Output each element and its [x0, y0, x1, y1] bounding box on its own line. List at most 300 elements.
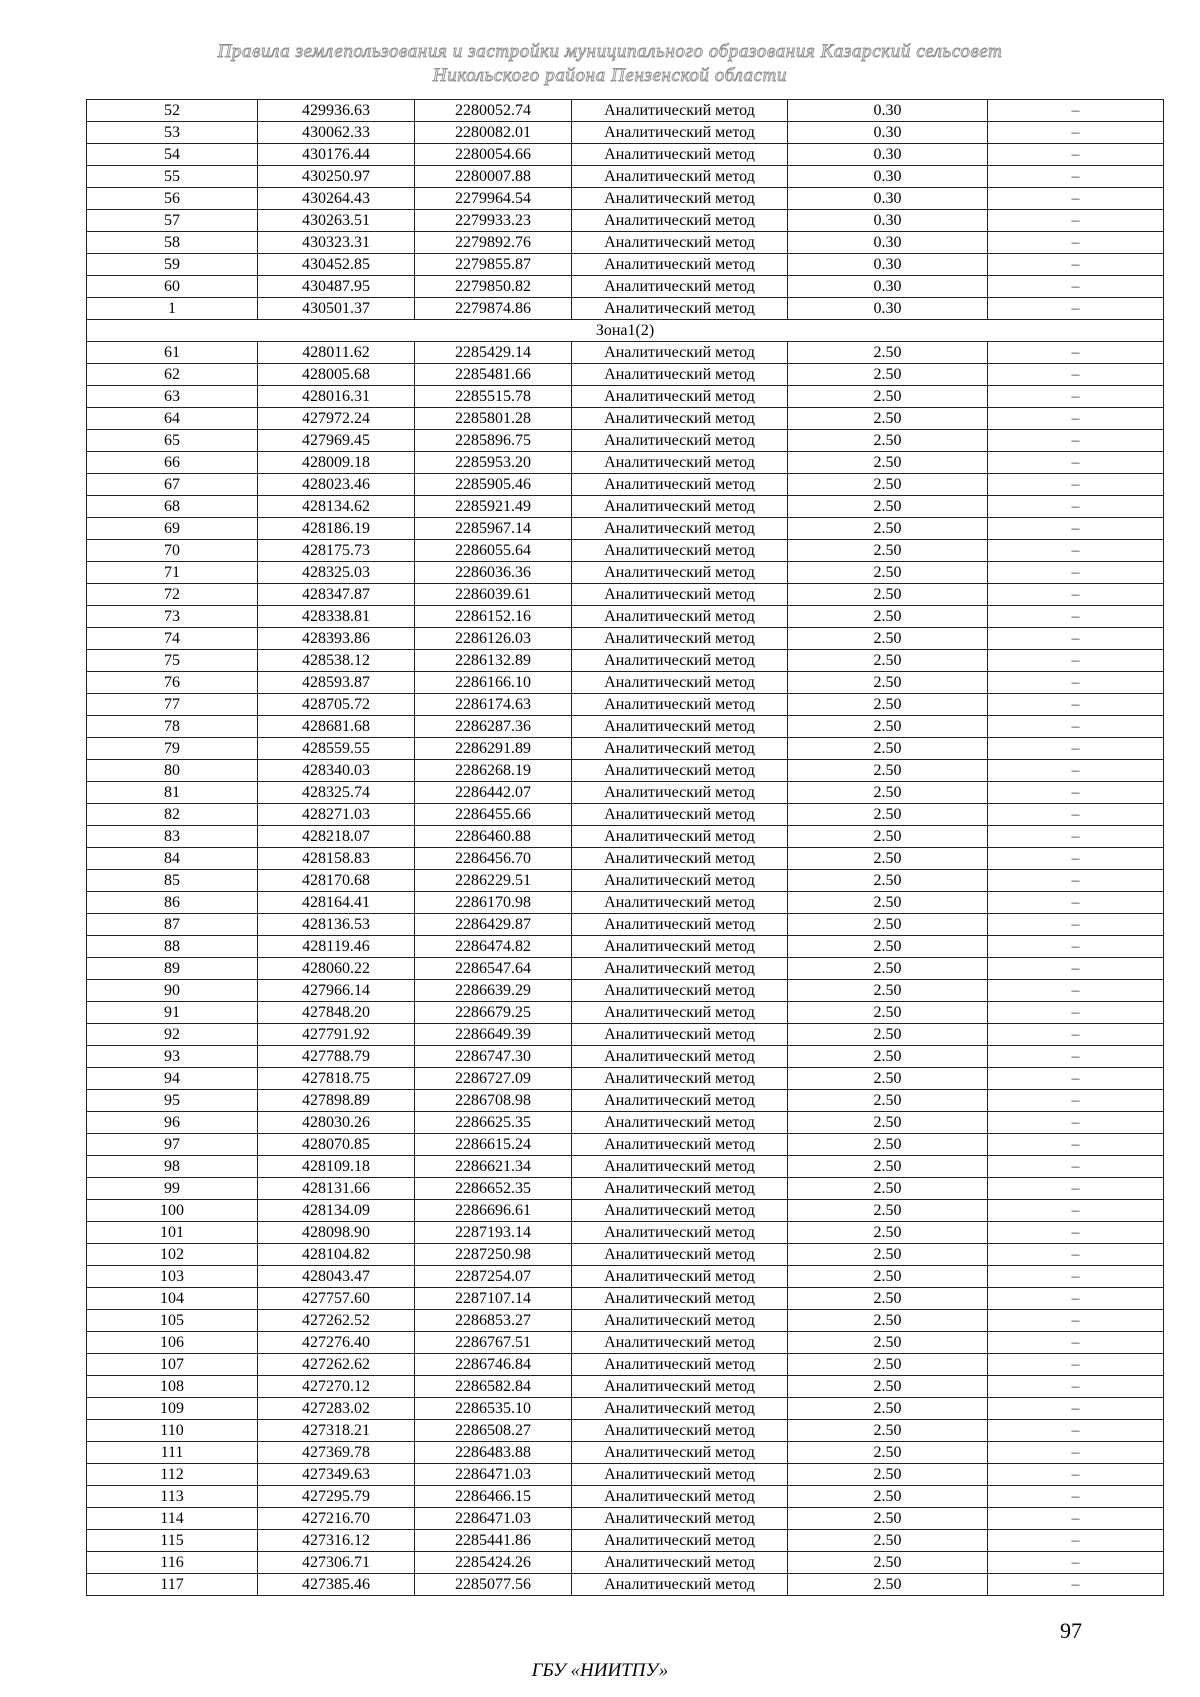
y-coordinate-cell: 2286508.27 — [415, 1420, 572, 1442]
y-coordinate-cell: 2286649.39 — [415, 1024, 572, 1046]
x-coordinate-cell: 428009.18 — [258, 452, 415, 474]
accuracy-cell: 2.50 — [788, 1332, 988, 1354]
note-cell: – — [988, 628, 1164, 650]
table-row — [87, 980, 1164, 1002]
x-coordinate-cell: 428070.85 — [258, 1134, 415, 1156]
point-number-cell: 83 — [87, 826, 258, 848]
y-coordinate-cell: 2286727.09 — [415, 1068, 572, 1090]
method-cell: Аналитический метод — [572, 650, 788, 672]
x-coordinate-cell: 427295.79 — [258, 1486, 415, 1508]
table-row — [87, 518, 1164, 540]
x-coordinate-cell: 427788.79 — [258, 1046, 415, 1068]
y-coordinate-cell: 2286747.30 — [415, 1046, 572, 1068]
header-line-2: Никольского района Пензенской области — [432, 65, 788, 86]
point-number-cell: 60 — [87, 276, 258, 298]
x-coordinate-cell: 428705.72 — [258, 694, 415, 716]
point-number-cell: 76 — [87, 672, 258, 694]
y-coordinate-cell: 2279850.82 — [415, 276, 572, 298]
y-coordinate-cell: 2286456.70 — [415, 848, 572, 870]
y-coordinate-cell: 2279855.87 — [415, 254, 572, 276]
table-row — [87, 1112, 1164, 1134]
note-cell: – — [988, 1552, 1164, 1574]
y-coordinate-cell: 2286625.35 — [415, 1112, 572, 1134]
note-cell: – — [988, 518, 1164, 540]
note-cell: – — [988, 760, 1164, 782]
accuracy-cell: 2.50 — [788, 1398, 988, 1420]
method-cell: Аналитический метод — [572, 958, 788, 980]
accuracy-cell: 0.30 — [788, 100, 988, 122]
point-number-cell: 78 — [87, 716, 258, 738]
table-row — [87, 144, 1164, 166]
y-coordinate-cell: 2280082.01 — [415, 122, 572, 144]
note-cell: – — [988, 804, 1164, 826]
x-coordinate-cell: 427791.92 — [258, 1024, 415, 1046]
point-number-cell: 66 — [87, 452, 258, 474]
accuracy-cell: 2.50 — [788, 914, 988, 936]
table-row — [87, 474, 1164, 496]
table-row — [87, 254, 1164, 276]
point-number-cell: 84 — [87, 848, 258, 870]
section-title-cell: Зона1(2) — [87, 320, 1164, 342]
point-number-cell: 90 — [87, 980, 258, 1002]
accuracy-cell: 2.50 — [788, 848, 988, 870]
note-cell: – — [988, 452, 1164, 474]
table-row — [87, 1288, 1164, 1310]
y-coordinate-cell: 2286460.88 — [415, 826, 572, 848]
x-coordinate-cell: 428325.74 — [258, 782, 415, 804]
point-number-cell: 55 — [87, 166, 258, 188]
y-coordinate-cell: 2279933.23 — [415, 210, 572, 232]
method-cell: Аналитический метод — [572, 1134, 788, 1156]
x-coordinate-cell: 427848.20 — [258, 1002, 415, 1024]
point-number-cell: 89 — [87, 958, 258, 980]
table-row — [87, 562, 1164, 584]
point-number-cell: 98 — [87, 1156, 258, 1178]
accuracy-cell: 2.50 — [788, 804, 988, 826]
x-coordinate-cell: 430176.44 — [258, 144, 415, 166]
accuracy-cell: 2.50 — [788, 540, 988, 562]
x-coordinate-cell: 427349.63 — [258, 1464, 415, 1486]
y-coordinate-cell: 2285953.20 — [415, 452, 572, 474]
note-cell: – — [988, 782, 1164, 804]
x-coordinate-cell: 427316.12 — [258, 1530, 415, 1552]
note-cell: – — [988, 210, 1164, 232]
table-row — [87, 716, 1164, 738]
accuracy-cell: 2.50 — [788, 980, 988, 1002]
table-row — [87, 386, 1164, 408]
x-coordinate-cell: 427318.21 — [258, 1420, 415, 1442]
point-number-cell: 52 — [87, 100, 258, 122]
page-footer: ГБУ «НИИТПУ» — [531, 1660, 669, 1681]
point-number-cell: 113 — [87, 1486, 258, 1508]
note-cell: – — [988, 1244, 1164, 1266]
accuracy-cell: 2.50 — [788, 1112, 988, 1134]
accuracy-cell: 2.50 — [788, 694, 988, 716]
note-cell: – — [988, 1024, 1164, 1046]
accuracy-cell: 2.50 — [788, 1354, 988, 1376]
note-cell: – — [988, 474, 1164, 496]
table-row — [87, 188, 1164, 210]
y-coordinate-cell: 2286055.64 — [415, 540, 572, 562]
point-number-cell: 73 — [87, 606, 258, 628]
note-cell: – — [988, 650, 1164, 672]
x-coordinate-cell: 428060.22 — [258, 958, 415, 980]
table-row — [87, 1200, 1164, 1222]
method-cell: Аналитический метод — [572, 496, 788, 518]
x-coordinate-cell: 428271.03 — [258, 804, 415, 826]
y-coordinate-cell: 2286287.36 — [415, 716, 572, 738]
note-cell: – — [988, 672, 1164, 694]
method-cell: Аналитический метод — [572, 1354, 788, 1376]
method-cell: Аналитический метод — [572, 1552, 788, 1574]
accuracy-cell: 2.50 — [788, 584, 988, 606]
x-coordinate-cell: 427969.45 — [258, 430, 415, 452]
method-cell: Аналитический метод — [572, 1376, 788, 1398]
y-coordinate-cell: 2286679.25 — [415, 1002, 572, 1024]
note-cell: – — [988, 936, 1164, 958]
note-cell: – — [988, 738, 1164, 760]
note-cell: – — [988, 540, 1164, 562]
table-row — [87, 914, 1164, 936]
table-row — [87, 1574, 1164, 1596]
x-coordinate-cell: 429936.63 — [258, 100, 415, 122]
method-cell: Аналитический метод — [572, 1288, 788, 1310]
point-number-cell: 99 — [87, 1178, 258, 1200]
method-cell: Аналитический метод — [572, 1178, 788, 1200]
note-cell: – — [988, 1002, 1164, 1024]
x-coordinate-cell: 428104.82 — [258, 1244, 415, 1266]
table-row — [87, 848, 1164, 870]
note-cell: – — [988, 892, 1164, 914]
point-number-cell: 1 — [87, 298, 258, 320]
y-coordinate-cell: 2287250.98 — [415, 1244, 572, 1266]
method-cell: Аналитический метод — [572, 1266, 788, 1288]
table-row — [87, 672, 1164, 694]
note-cell: – — [988, 826, 1164, 848]
method-cell: Аналитический метод — [572, 254, 788, 276]
accuracy-cell: 2.50 — [788, 870, 988, 892]
note-cell: – — [988, 716, 1164, 738]
point-number-cell: 71 — [87, 562, 258, 584]
accuracy-cell: 2.50 — [788, 364, 988, 386]
y-coordinate-cell: 2285481.66 — [415, 364, 572, 386]
accuracy-cell: 0.30 — [788, 210, 988, 232]
method-cell: Аналитический метод — [572, 782, 788, 804]
table-row — [87, 1376, 1164, 1398]
accuracy-cell: 2.50 — [788, 760, 988, 782]
accuracy-cell: 2.50 — [788, 650, 988, 672]
note-cell: – — [988, 144, 1164, 166]
table-row — [87, 1354, 1164, 1376]
method-cell: Аналитический метод — [572, 694, 788, 716]
x-coordinate-cell: 428134.62 — [258, 496, 415, 518]
accuracy-cell: 2.50 — [788, 716, 988, 738]
x-coordinate-cell: 428175.73 — [258, 540, 415, 562]
note-cell: – — [988, 430, 1164, 452]
y-coordinate-cell: 2285077.56 — [415, 1574, 572, 1596]
method-cell: Аналитический метод — [572, 1420, 788, 1442]
x-coordinate-cell: 427262.62 — [258, 1354, 415, 1376]
y-coordinate-cell: 2287107.14 — [415, 1288, 572, 1310]
y-coordinate-cell: 2286483.88 — [415, 1442, 572, 1464]
y-coordinate-cell: 2286126.03 — [415, 628, 572, 650]
x-coordinate-cell: 428347.87 — [258, 584, 415, 606]
accuracy-cell: 2.50 — [788, 1244, 988, 1266]
accuracy-cell: 2.50 — [788, 1486, 988, 1508]
method-cell: Аналитический метод — [572, 122, 788, 144]
table-row — [87, 804, 1164, 826]
point-number-cell: 107 — [87, 1354, 258, 1376]
note-cell: – — [988, 1156, 1164, 1178]
method-cell: Аналитический метод — [572, 1398, 788, 1420]
method-cell: Аналитический метод — [572, 584, 788, 606]
table-row — [87, 694, 1164, 716]
y-coordinate-cell: 2285424.26 — [415, 1552, 572, 1574]
accuracy-cell: 2.50 — [788, 1178, 988, 1200]
y-coordinate-cell: 2286746.84 — [415, 1354, 572, 1376]
y-coordinate-cell: 2286166.10 — [415, 672, 572, 694]
method-cell: Аналитический метод — [572, 364, 788, 386]
point-number-cell: 75 — [87, 650, 258, 672]
x-coordinate-cell: 428109.18 — [258, 1156, 415, 1178]
x-coordinate-cell: 428681.68 — [258, 716, 415, 738]
note-cell: – — [988, 958, 1164, 980]
x-coordinate-cell: 427966.14 — [258, 980, 415, 1002]
x-coordinate-cell: 427385.46 — [258, 1574, 415, 1596]
accuracy-cell: 2.50 — [788, 1090, 988, 1112]
method-cell: Аналитический метод — [572, 870, 788, 892]
accuracy-cell: 2.50 — [788, 672, 988, 694]
x-coordinate-cell: 428559.55 — [258, 738, 415, 760]
x-coordinate-cell: 430263.51 — [258, 210, 415, 232]
accuracy-cell: 0.30 — [788, 276, 988, 298]
accuracy-cell: 2.50 — [788, 958, 988, 980]
x-coordinate-cell: 427818.75 — [258, 1068, 415, 1090]
point-number-cell: 112 — [87, 1464, 258, 1486]
note-cell: – — [988, 1376, 1164, 1398]
table-row — [87, 892, 1164, 914]
x-coordinate-cell: 427306.71 — [258, 1552, 415, 1574]
x-coordinate-cell: 427262.52 — [258, 1310, 415, 1332]
accuracy-cell: 2.50 — [788, 1266, 988, 1288]
method-cell: Аналитический метод — [572, 474, 788, 496]
note-cell: – — [988, 870, 1164, 892]
method-cell: Аналитический метод — [572, 1002, 788, 1024]
point-number-cell: 101 — [87, 1222, 258, 1244]
y-coordinate-cell: 2286639.29 — [415, 980, 572, 1002]
point-number-cell: 91 — [87, 1002, 258, 1024]
method-cell: Аналитический метод — [572, 716, 788, 738]
point-number-cell: 56 — [87, 188, 258, 210]
note-cell: – — [988, 980, 1164, 1002]
accuracy-cell: 2.50 — [788, 452, 988, 474]
table-row — [87, 1222, 1164, 1244]
x-coordinate-cell: 428338.81 — [258, 606, 415, 628]
point-number-cell: 88 — [87, 936, 258, 958]
x-coordinate-cell: 428005.68 — [258, 364, 415, 386]
table-row — [87, 1464, 1164, 1486]
y-coordinate-cell: 2285967.14 — [415, 518, 572, 540]
accuracy-cell: 0.30 — [788, 232, 988, 254]
point-number-cell: 57 — [87, 210, 258, 232]
note-cell: – — [988, 298, 1164, 320]
note-cell: – — [988, 1112, 1164, 1134]
y-coordinate-cell: 2285905.46 — [415, 474, 572, 496]
point-number-cell: 105 — [87, 1310, 258, 1332]
y-coordinate-cell: 2286471.03 — [415, 1508, 572, 1530]
accuracy-cell: 2.50 — [788, 518, 988, 540]
x-coordinate-cell: 428030.26 — [258, 1112, 415, 1134]
y-coordinate-cell: 2286547.64 — [415, 958, 572, 980]
x-coordinate-cell: 427270.12 — [258, 1376, 415, 1398]
point-number-cell: 94 — [87, 1068, 258, 1090]
method-cell: Аналитический метод — [572, 628, 788, 650]
point-number-cell: 65 — [87, 430, 258, 452]
y-coordinate-cell: 2280054.66 — [415, 144, 572, 166]
note-cell: – — [988, 914, 1164, 936]
section-row — [87, 320, 1164, 342]
accuracy-cell: 2.50 — [788, 496, 988, 518]
table-row — [87, 1244, 1164, 1266]
accuracy-cell: 2.50 — [788, 1464, 988, 1486]
note-cell: – — [988, 1134, 1164, 1156]
accuracy-cell: 2.50 — [788, 606, 988, 628]
point-number-cell: 92 — [87, 1024, 258, 1046]
accuracy-cell: 2.50 — [788, 562, 988, 584]
x-coordinate-cell: 430323.31 — [258, 232, 415, 254]
table-row — [87, 1156, 1164, 1178]
accuracy-cell: 2.50 — [788, 1002, 988, 1024]
point-number-cell: 95 — [87, 1090, 258, 1112]
note-cell: – — [988, 254, 1164, 276]
table-row — [87, 122, 1164, 144]
accuracy-cell: 2.50 — [788, 1552, 988, 1574]
accuracy-cell: 0.30 — [788, 188, 988, 210]
point-number-cell: 79 — [87, 738, 258, 760]
method-cell: Аналитический метод — [572, 914, 788, 936]
table-row — [87, 1552, 1164, 1574]
table-row — [87, 826, 1164, 848]
method-cell: Аналитический метод — [572, 936, 788, 958]
y-coordinate-cell: 2286652.35 — [415, 1178, 572, 1200]
y-coordinate-cell: 2287193.14 — [415, 1222, 572, 1244]
x-coordinate-cell: 430264.43 — [258, 188, 415, 210]
note-cell: – — [988, 1464, 1164, 1486]
point-number-cell: 97 — [87, 1134, 258, 1156]
point-number-cell: 58 — [87, 232, 258, 254]
x-coordinate-cell: 428164.41 — [258, 892, 415, 914]
method-cell: Аналитический метод — [572, 1068, 788, 1090]
y-coordinate-cell: 2286471.03 — [415, 1464, 572, 1486]
y-coordinate-cell: 2279964.54 — [415, 188, 572, 210]
note-cell: – — [988, 1288, 1164, 1310]
y-coordinate-cell: 2285896.75 — [415, 430, 572, 452]
point-number-cell: 74 — [87, 628, 258, 650]
note-cell: – — [988, 496, 1164, 518]
x-coordinate-cell: 427757.60 — [258, 1288, 415, 1310]
method-cell: Аналитический метод — [572, 1090, 788, 1112]
method-cell: Аналитический метод — [572, 1332, 788, 1354]
table-row — [87, 100, 1164, 122]
table-row — [87, 1310, 1164, 1332]
y-coordinate-cell: 2286466.15 — [415, 1486, 572, 1508]
note-cell: – — [988, 584, 1164, 606]
x-coordinate-cell: 428186.19 — [258, 518, 415, 540]
note-cell: – — [988, 562, 1164, 584]
method-cell: Аналитический метод — [572, 166, 788, 188]
table-row — [87, 1068, 1164, 1090]
x-coordinate-cell: 427276.40 — [258, 1332, 415, 1354]
point-number-cell: 117 — [87, 1574, 258, 1596]
accuracy-cell: 2.50 — [788, 1068, 988, 1090]
x-coordinate-cell: 428325.03 — [258, 562, 415, 584]
accuracy-cell: 2.50 — [788, 408, 988, 430]
accuracy-cell: 2.50 — [788, 1442, 988, 1464]
table-row — [87, 738, 1164, 760]
y-coordinate-cell: 2280052.74 — [415, 100, 572, 122]
point-number-cell: 111 — [87, 1442, 258, 1464]
point-number-cell: 70 — [87, 540, 258, 562]
note-cell: – — [988, 1354, 1164, 1376]
point-number-cell: 86 — [87, 892, 258, 914]
method-cell: Аналитический метод — [572, 540, 788, 562]
method-cell: Аналитический метод — [572, 1574, 788, 1596]
point-number-cell: 67 — [87, 474, 258, 496]
x-coordinate-cell: 428158.83 — [258, 848, 415, 870]
point-number-cell: 61 — [87, 342, 258, 364]
note-cell: – — [988, 100, 1164, 122]
point-number-cell: 114 — [87, 1508, 258, 1530]
accuracy-cell: 2.50 — [788, 1508, 988, 1530]
note-cell: – — [988, 1090, 1164, 1112]
method-cell: Аналитический метод — [572, 408, 788, 430]
method-cell: Аналитический метод — [572, 1310, 788, 1332]
x-coordinate-cell: 428218.07 — [258, 826, 415, 848]
note-cell: – — [988, 1398, 1164, 1420]
x-coordinate-cell: 428340.03 — [258, 760, 415, 782]
point-number-cell: 108 — [87, 1376, 258, 1398]
point-number-cell: 81 — [87, 782, 258, 804]
table-row — [87, 870, 1164, 892]
y-coordinate-cell: 2286455.66 — [415, 804, 572, 826]
x-coordinate-cell: 430487.95 — [258, 276, 415, 298]
method-cell: Аналитический метод — [572, 1222, 788, 1244]
point-number-cell: 106 — [87, 1332, 258, 1354]
point-number-cell: 116 — [87, 1552, 258, 1574]
point-number-cell: 93 — [87, 1046, 258, 1068]
method-cell: Аналитический метод — [572, 1530, 788, 1552]
x-coordinate-cell: 427283.02 — [258, 1398, 415, 1420]
x-coordinate-cell: 428134.09 — [258, 1200, 415, 1222]
table-row — [87, 496, 1164, 518]
method-cell: Аналитический метод — [572, 760, 788, 782]
table-row — [87, 1024, 1164, 1046]
table-row — [87, 1178, 1164, 1200]
y-coordinate-cell: 2285429.14 — [415, 342, 572, 364]
method-cell: Аналитический метод — [572, 232, 788, 254]
coordinates-table — [86, 99, 1164, 1596]
point-number-cell: 64 — [87, 408, 258, 430]
y-coordinate-cell: 2286615.24 — [415, 1134, 572, 1156]
note-cell: – — [988, 408, 1164, 430]
table-row — [87, 1508, 1164, 1530]
note-cell: – — [988, 1332, 1164, 1354]
x-coordinate-cell: 428393.86 — [258, 628, 415, 650]
method-cell: Аналитический метод — [572, 1508, 788, 1530]
x-coordinate-cell: 428119.46 — [258, 936, 415, 958]
note-cell: – — [988, 848, 1164, 870]
note-cell: – — [988, 1530, 1164, 1552]
